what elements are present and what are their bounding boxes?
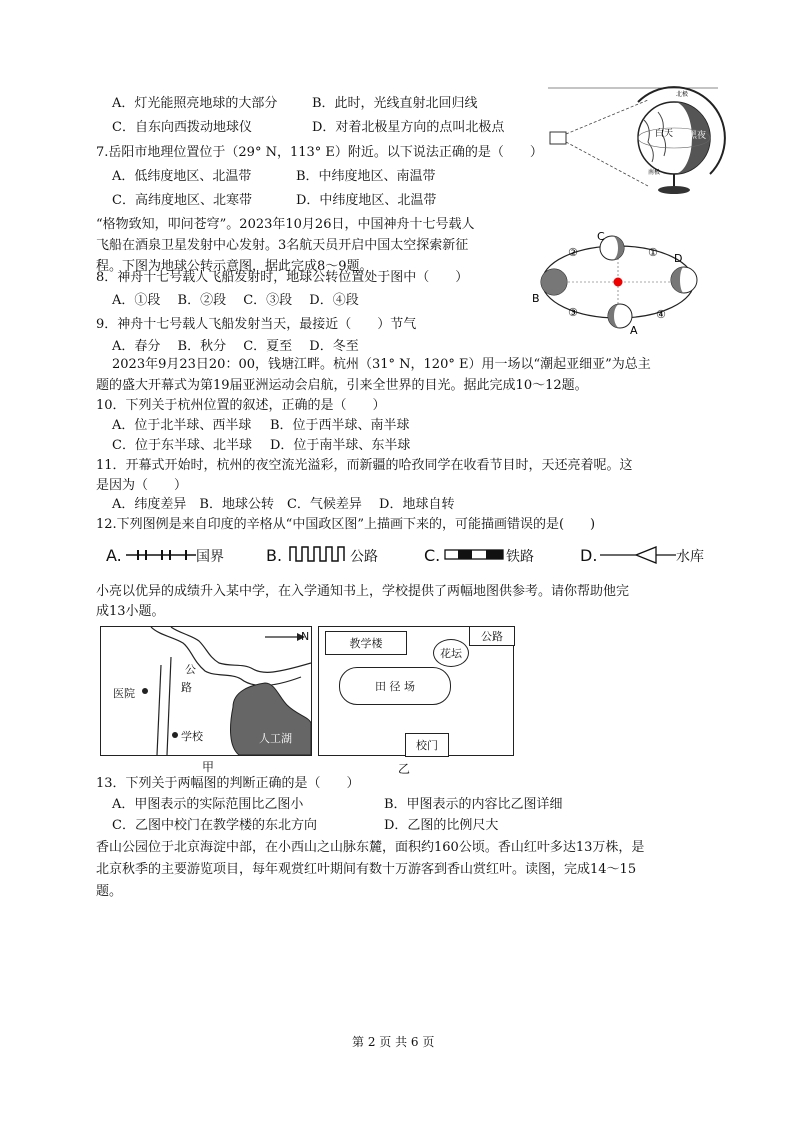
q12-stem: 12.下列图例是来自印度的辛格从“中国政区图”上描画下来的，可能描画错误的是( )	[96, 517, 596, 532]
passage2-line2: 题的盛大开幕式为第19届亚洲运动会启航，引来全世界的目光。据此完成10～12题。	[96, 378, 588, 393]
orbit-label-d: D	[674, 252, 683, 265]
earth-a	[608, 304, 632, 328]
orbit-label-b: B	[532, 292, 540, 305]
q10-option-a: A．位于北半球、西半球	[112, 418, 252, 433]
lake-label: 人工湖	[259, 732, 292, 745]
passage1-line1: “格物致知，叩问苍穹”。2023年10月26日，中国神舟十七号载人	[96, 217, 475, 232]
flower-bed-label: 花坛	[440, 647, 462, 660]
passage4-line1: 香山公园位于北京海淀中部，在小西山之山脉东麓，面积约160公顷。香山红叶多达13万株，是	[96, 840, 645, 855]
passage3-line2: 成13小题。	[96, 604, 165, 619]
school-gate	[405, 733, 449, 757]
orbit-figure	[528, 226, 708, 338]
globe-lamp-figure	[548, 82, 728, 200]
orbit-segment-3: ③	[568, 306, 578, 319]
page-footer: 第 2 页 共 6 页	[352, 1035, 435, 1049]
q9-stem: 9．神舟十七号载人飞船发射当天，最接近（ ）节气	[96, 317, 417, 332]
q8-options: A．①段 B．②段 C．③段 D．④段	[112, 293, 359, 308]
q7-option-d: D．中纬度地区、北温带	[296, 193, 437, 208]
school-gate-label: 校门	[416, 739, 438, 752]
q10-option-c: C．位于东半球、北半球	[112, 438, 252, 453]
passage4-line2: 北京秋季的主要游览项目，每年观赏红叶期间有数十万游客到香山赏红叶。读图，完成14～15	[96, 862, 637, 877]
legend-d-letter: D.	[580, 546, 598, 565]
q11-stem-line2: 是因为（ ）	[96, 478, 188, 493]
map-jia	[100, 626, 312, 756]
athletic-field-label: 田 径 场	[375, 680, 415, 693]
passage1-line3: 程。下图为地球公转示意图，据此完成8～9题。	[96, 259, 373, 274]
legend-a-text: 国界	[196, 549, 224, 565]
passage2-line1: 2023年9月23日20：00，钱塘江畔。杭州（31° N，120° E）用一场以“潮起亚细亚”为总主	[112, 357, 651, 372]
q11-stem-line1: 11．开幕式开始时，杭州的夜空流光溢彩，而新疆的哈孜同学在收看节目时，天还亮着呢。这	[96, 458, 633, 473]
q6-option-d: D．对着北极星方向的点叫北极点	[312, 120, 505, 135]
orbit-label-c: C	[597, 230, 605, 243]
teaching-building	[325, 631, 407, 655]
q7-stem: 7.岳阳市地理位置位于（29° N，113° E）附近。以下说法正确的是（ ）	[96, 145, 543, 160]
q8-stem: 8．神舟十七号载人飞船发射时，地球公转位置处于图中（ ）	[96, 270, 469, 285]
passage4-line3: 题。	[96, 884, 123, 899]
legend-c-text: 铁路	[506, 549, 534, 565]
passage3-line1: 小亮以优异的成绩升入某中学，在入学通知书上，学校提供了两幅地图供参考。请你帮助他完	[96, 584, 630, 599]
q10-option-d: D．位于南半球、东半球	[270, 438, 411, 453]
globe-south-label: 南极	[648, 169, 661, 176]
hospital-label: 医院	[113, 687, 135, 700]
q13-option-a: A．甲图表示的实际范围比乙图小	[112, 797, 304, 812]
flower-bed	[433, 639, 469, 667]
q7-option-c: C．高纬度地区、北寒带	[112, 193, 252, 208]
map-jia-road-char1: 公	[185, 663, 196, 676]
orbit-segment-4: ④	[656, 308, 666, 321]
passage1-line2: 飞船在酒泉卫星发射中心发射。3名航天员开启中国太空探索新征	[96, 238, 469, 253]
road-box	[469, 626, 515, 646]
q10-option-b: B．位于西半球、南半球	[270, 418, 410, 433]
legend-a-letter: A.	[106, 546, 122, 565]
globe-north-label: 北极	[676, 91, 689, 98]
q13-option-c: C．乙图中校门在教学楼的东北方向	[112, 818, 317, 833]
map-jia-caption: 甲	[202, 760, 215, 774]
orbit-segment-2: ②	[568, 246, 578, 259]
q13-stem: 13．下列关于两幅图的判断正确的是（ ）	[96, 776, 360, 791]
globe-night-label: 黑夜	[688, 131, 707, 141]
railway-symbol	[444, 547, 506, 563]
reservoir-symbol	[600, 545, 678, 565]
earth-b	[541, 269, 567, 295]
border-symbol	[126, 547, 198, 563]
earth-d	[671, 267, 697, 293]
q9-options: A．春分 B．秋分 C．夏至 D．冬至	[112, 339, 359, 354]
q6-option-b: B．此时，光线直射北回归线	[312, 96, 478, 111]
legend-d-text: 水库	[676, 549, 704, 565]
legend-b-text: 公路	[350, 549, 378, 565]
legend-c-letter: C.	[424, 546, 441, 565]
school-label: 学校	[181, 730, 203, 743]
q6-option-a: A．灯光能照亮地球的大部分	[112, 96, 278, 111]
map-yi	[318, 626, 514, 756]
q7-option-b: B．中纬度地区、南温带	[296, 169, 436, 184]
orbit-label-a: A	[630, 324, 638, 337]
teaching-building-label: 教学楼	[349, 637, 383, 650]
q10-stem: 10．下列关于杭州位置的叙述，正确的是（ ）	[96, 398, 386, 413]
north-arrow-label: N	[301, 630, 310, 643]
q11-options: A．纬度差异 B．地球公转 C．气候差异 D．地球自转	[112, 497, 455, 512]
q13-option-d: D．乙图的比例尺大	[384, 818, 499, 833]
globe-day-label: 白天	[655, 129, 674, 139]
q13-option-b: B．甲图表示的内容比乙图详细	[384, 797, 563, 812]
legend-b-letter: B.	[266, 546, 283, 565]
legend-row	[106, 541, 706, 569]
map-jia-road-char2: 路	[181, 681, 192, 694]
athletic-field	[339, 667, 451, 705]
road-symbol	[288, 544, 350, 564]
road-box-label: 公路	[481, 630, 503, 643]
q6-option-c: C．自东向西拨动地球仪	[112, 120, 252, 135]
orbit-segment-1: ①	[648, 246, 658, 259]
map-yi-caption: 乙	[398, 762, 411, 776]
q7-option-a: A．低纬度地区、北温带	[112, 169, 252, 184]
